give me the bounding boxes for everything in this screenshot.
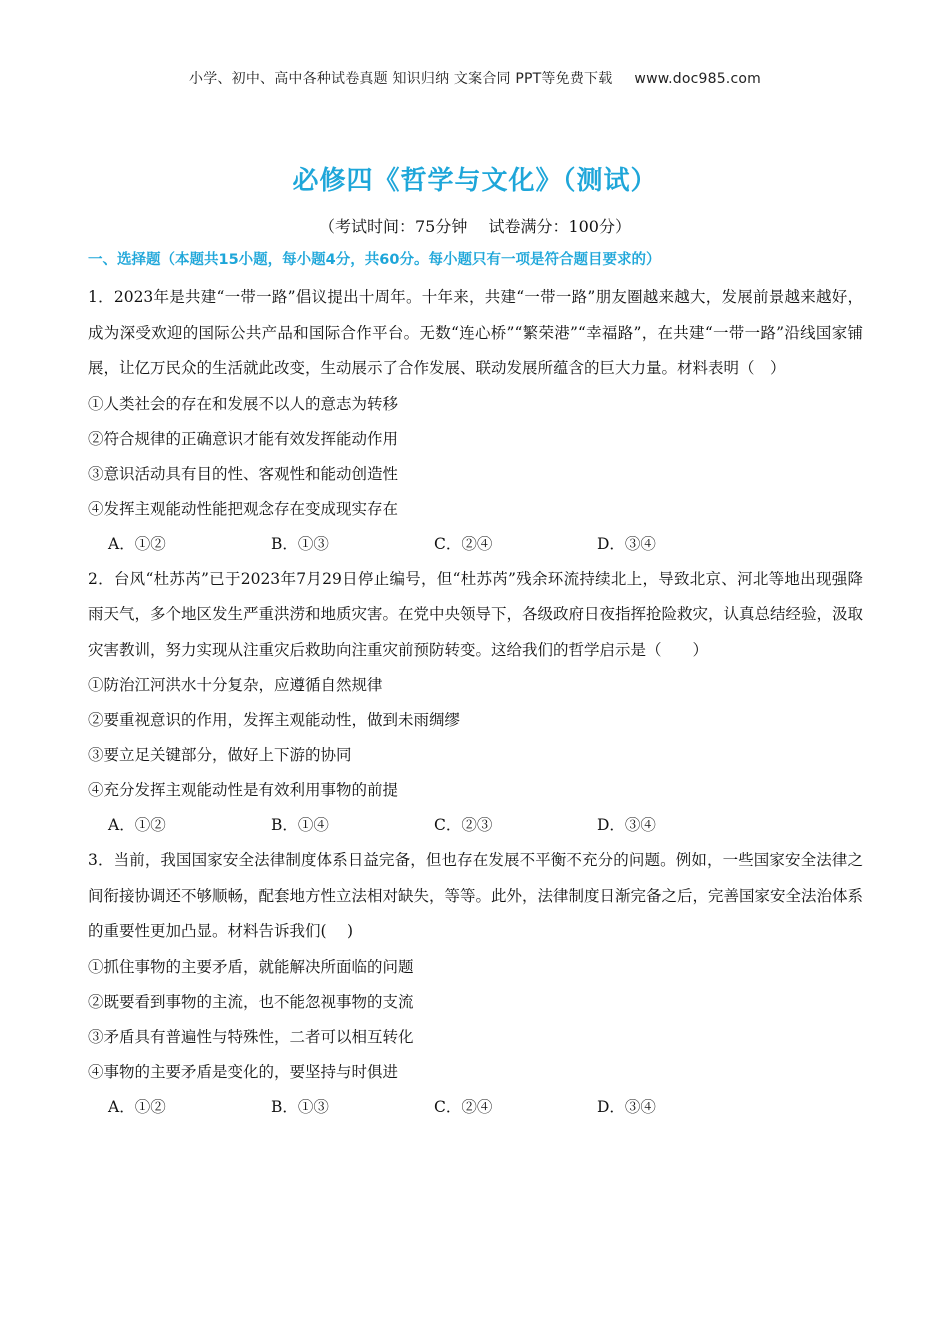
statement-option: ②既要看到事物的主流，也不能忽视事物的支流 (88, 992, 414, 1011)
question-stem: 1．2023年是共建“一带一路”倡议提出十周年。十年来，共建“一带一路”朋友圈越来越大，发展前景越来越好，成为深受欢迎的国际公共产品和国际合作平台。无数“连心桥”“繁荣港”“幸福路”，在共建“一带一路”沿线国家铺展，让亿万民众的生活就此改变，生动展示了合作发展、联动发展所蕴含的巨大力量。材料表明（ ） (88, 288, 863, 377)
statement-option: ④事物的主要矛盾是变化的，要坚持与时俱进 (88, 1062, 399, 1081)
section-heading: 一、选择题（本题共15小题，每小题4分，共60分。每小题只有一项是符合题目要求的） (88, 252, 661, 268)
choice-b: B．①③ (271, 534, 329, 553)
answer-choices (88, 808, 863, 843)
header-site-link[interactable]: www.doc985.com (634, 71, 761, 87)
choice-c: C．②④ (434, 1097, 493, 1116)
choice-d: D．③④ (597, 1097, 656, 1116)
statement-option: ③矛盾具有普遍性与特殊性，二者可以相互转化 (88, 1027, 414, 1046)
choice-d: D．③④ (597, 816, 656, 834)
choice-d: D．③④ (597, 534, 656, 553)
answer-choices (88, 527, 863, 562)
questions-list (88, 280, 863, 1125)
choice-c: C．②③ (434, 816, 493, 834)
statement-option: ②要重视意识的作用，发挥主观能动性，做到未雨绸缪 (88, 711, 461, 729)
choice-b: B．①③ (271, 1097, 329, 1116)
statement-option: ③意识活动具有目的性、客观性和能动创造性 (88, 464, 399, 483)
exam-info: （考试时间：75分钟 试卷满分：100分） (319, 217, 631, 236)
statement-option: ④发挥主观能动性能把观念存在变成现实存在 (88, 499, 399, 518)
question-stem: 3．当前，我国国家安全法律制度体系日益完备，但也存在发展不平衡不充分的问题。例如，一些国家安全法律之间衔接协调还不够顺畅，配套地方性立法相对缺失，等等。此外，法律制度日渐完备之后，完善国家安全法治体系的重要性更加凸显。材料告诉我们( ) (88, 851, 864, 940)
statement-option: ①防治江河洪水十分复杂，应遵循自然规律 (88, 676, 383, 694)
page-header (0, 68, 950, 88)
choice-b: B．①④ (271, 816, 329, 834)
header-text: 小学、初中、高中各种试卷真题 知识归纳 文案合同 PPT等免费下载 (189, 71, 613, 87)
question-stem: 2．台风“杜苏芮”已于2023年7月29日停止编号，但“杜苏芮”残余环流持续北上，导致北京、河北等地出现强降雨天气，多个地区发生严重洪涝和地质灾害。在党中央领导下，各级政府日夜指挥抢险救灾，认真总结经验，汲取灾害教训，努力实现从注重灾后救助向注重灾前预防转变。这给我们的哲学启示是（ ） (88, 569, 864, 659)
statement-option: ④充分发挥主观能动性是有效利用事物的前提 (88, 781, 399, 799)
answer-choices (88, 1090, 863, 1125)
choice-c: C．②④ (434, 534, 493, 553)
choice-a: A．①② (108, 816, 166, 834)
statement-option: ①抓住事物的主要矛盾，就能解决所面临的问题 (88, 957, 414, 976)
question-2 (88, 562, 863, 844)
choice-a: A．①② (108, 534, 166, 553)
document-title: 必修四《哲学与文化》（测试） (292, 166, 658, 196)
question-1 (88, 280, 863, 562)
statement-option: ③要立足关键部分，做好上下游的协同 (88, 746, 352, 764)
question-3 (88, 843, 863, 1125)
choice-a: A．①② (108, 1097, 166, 1116)
statement-option: ①人类社会的存在和发展不以人的意志为转移 (88, 394, 399, 413)
statement-option: ②符合规律的正确意识才能有效发挥能动作用 (88, 429, 399, 448)
